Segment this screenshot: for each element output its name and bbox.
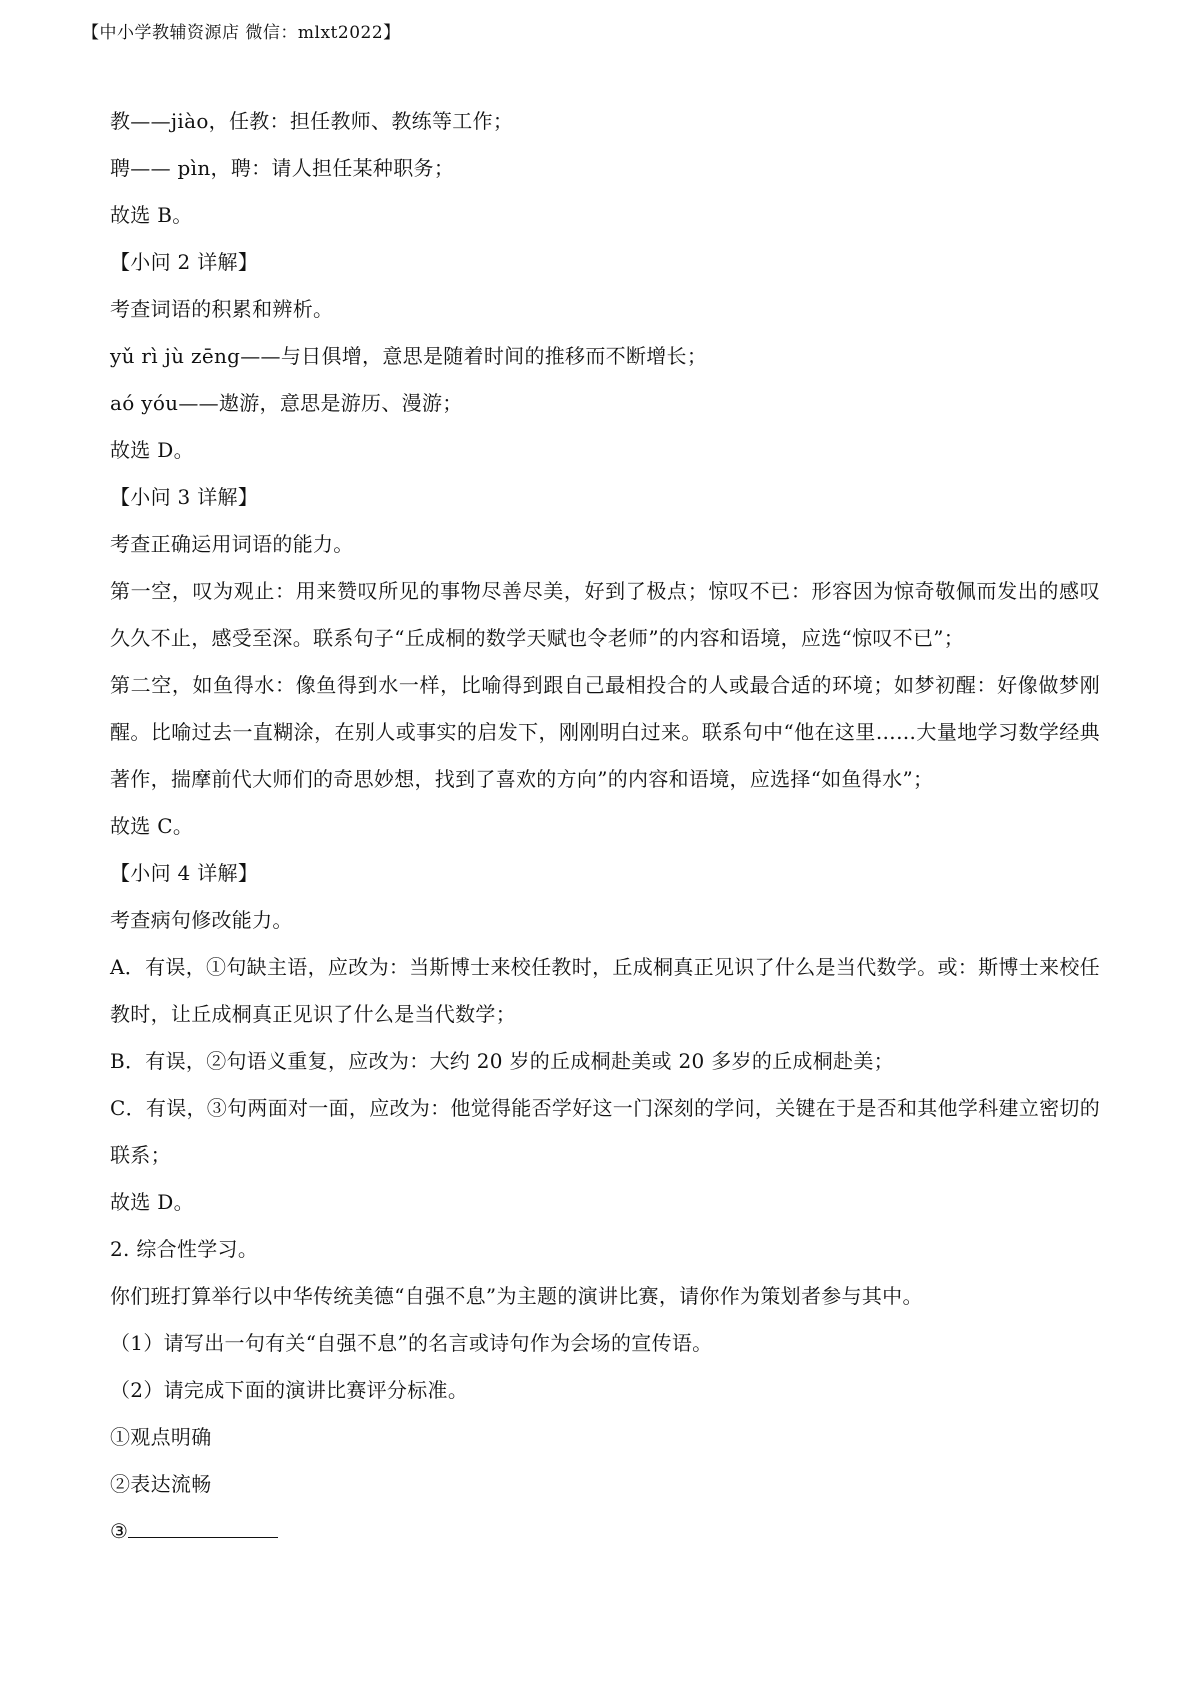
answer-line: 考查病句修改能力。 (110, 908, 293, 932)
question-text: 你们班打算举行以中华传统美德“自强不息”为主题的演讲比赛，请你作为策划者参与其中。 (110, 1284, 923, 1308)
answer-line: 考查正确运用词语的能力。 (110, 532, 354, 556)
sub-question: （1）请写出一句有关“自强不息”的名言或诗句作为会场的宣传语。 (110, 1331, 713, 1355)
answer-paragraph: A．有误，①句缺主语，应改为：当斯博士来校任教时，丘成桐真正见识了什么是当代数学。或：斯博士来校任教时，让丘成桐真正见识了什么是当代数学； (110, 955, 1100, 1026)
answer-choice: 故选 C。 (110, 814, 194, 838)
answer-line: yǔ rì jù zēng——与日俱增，意思是随着时间的推移而不断增长； (110, 344, 708, 368)
sub-question: （2）请完成下面的演讲比赛评分标准。 (110, 1378, 469, 1402)
answer-choice: 故选 D。 (110, 438, 194, 462)
answer-paragraph: 第一空，叹为观止：用来赞叹所见的事物尽善尽美，好到了极点；惊叹不已：形容因为惊奇敬佩而发出的感叹久久不止，感受至深。联系句子“丘成桐的数学天赋也令老师”的内容和语境，应选“惊叹不已”； (110, 579, 1100, 650)
answer-line: 考查词语的积累和辨析。 (110, 297, 334, 321)
question-heading: 2. 综合性学习。 (110, 1237, 259, 1261)
page-header-watermark: 【中小学教辅资源店 微信：mlxt2022】 (82, 23, 401, 43)
criteria-item: ②表达流畅 (110, 1472, 212, 1496)
answer-choice: 故选 D。 (110, 1190, 194, 1214)
document-body (110, 98, 1100, 1555)
answer-paragraph: C．有误，③句两面对一面，应改为：他觉得能否学好这一门深刻的学问，关键在于是否和其他学科建立密切的联系； (110, 1096, 1101, 1167)
criteria-item: ①观点明确 (110, 1425, 212, 1449)
answer-line: 聘—— pìn，聘：请人担任某种职务； (110, 156, 455, 180)
section-heading: 【小问 3 详解】 (110, 485, 259, 509)
section-heading: 【小问 4 详解】 (110, 861, 259, 885)
answer-choice: 故选 B。 (110, 203, 193, 227)
answer-line: aó yóu——遨游，意思是游历、漫游； (110, 391, 463, 415)
answer-paragraph: 第二空，如鱼得水：像鱼得到水一样，比喻得到跟自己最相投合的人或最合适的环境；如梦初醒：好像做梦刚醒。比喻过去一直糊涂，在别人或事实的启发下，刚刚明白过来。联系句中“他在这里……大量地学习数学经典著作，揣摩前代大师们的奇思妙想，找到了喜欢的方向”的内容和语境，应选择“如鱼得水”； (110, 673, 1100, 791)
answer-line: B．有误，②句语义重复，应改为：大约 20 岁的丘成桐赴美或 20 多岁的丘成桐赴美； (110, 1049, 894, 1073)
criteria-item-number: ③ (110, 1519, 129, 1543)
answer-line: 教——jiào，任教：担任教师、教练等工作； (110, 109, 514, 133)
fill-in-blank (128, 1515, 278, 1538)
criteria-item-blank (110, 1508, 1100, 1555)
section-heading: 【小问 2 详解】 (110, 250, 259, 274)
